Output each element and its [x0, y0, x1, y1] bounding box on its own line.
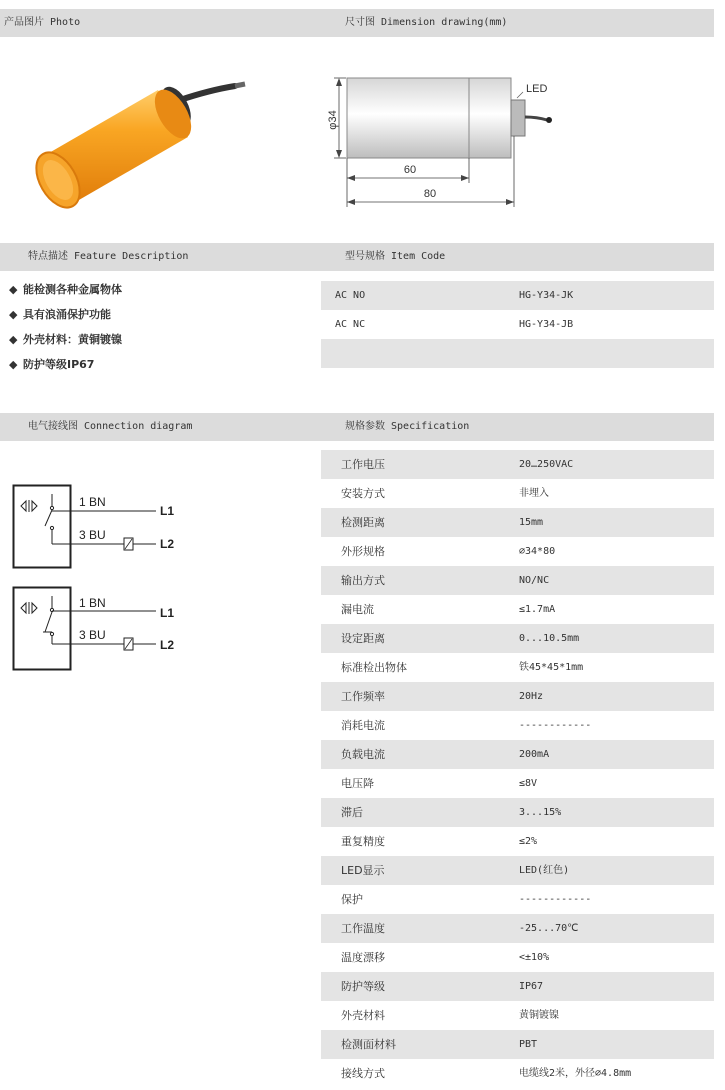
item-code-value: HG-Y34-JB [519, 319, 574, 330]
feature-text: 防护等级IP67 [23, 358, 95, 371]
spec-label: 温度漂移 [341, 951, 385, 964]
dimension-length-80: 80 [423, 188, 437, 200]
spec-value: 20…250VAC [519, 459, 574, 470]
spec-row [321, 711, 714, 740]
spec-label: 工作温度 [341, 922, 385, 935]
item-code-type: AC NC [335, 319, 366, 330]
dimension-length-60: 60 [403, 164, 417, 176]
photo-header-label: 产品图片 Photo [4, 17, 81, 28]
spec-label: 电压降 [341, 777, 374, 790]
spec-row [321, 450, 714, 479]
dimension-drawing [322, 62, 562, 214]
spec-value: PBT [519, 1039, 538, 1050]
wiring-diagram-no [12, 484, 192, 572]
spec-row [321, 972, 714, 1001]
spec-value: 3...15% [519, 807, 562, 818]
wiring-diagram-nc [12, 586, 192, 674]
line-label-l1: L1 [160, 606, 175, 620]
spec-row [321, 827, 714, 856]
spec-label: 保护 [341, 893, 363, 906]
spec-label: 防护等级 [341, 980, 385, 993]
spec-row [321, 479, 714, 508]
spec-row [321, 798, 714, 827]
spec-row [321, 943, 714, 972]
spec-label: 检测面材料 [341, 1038, 396, 1051]
spec-value: <±10% [519, 952, 550, 963]
spec-row [321, 740, 714, 769]
diamond-bullet-icon: ◆ [9, 308, 18, 321]
spec-value: ∅34*80 [519, 546, 556, 557]
feature-item [9, 306, 111, 322]
dimension-diameter: φ34 [327, 110, 339, 130]
spec-label: 外形规格 [341, 545, 385, 558]
spec-value: NO/NC [519, 575, 550, 586]
spec-value: 0...10.5mm [519, 633, 580, 644]
spec-row [321, 682, 714, 711]
spec-label: 安装方式 [341, 487, 385, 500]
spec-value: ------------ [519, 894, 592, 905]
spec-row [321, 885, 714, 914]
feature-header [0, 243, 322, 271]
spec-label: 滞后 [341, 806, 363, 819]
spec-label: 漏电流 [341, 603, 374, 616]
spec-label: 负载电流 [341, 748, 385, 761]
feature-item [9, 281, 122, 297]
spec-row [321, 914, 714, 943]
spec-value: ≤8V [519, 778, 538, 789]
dimension-header [321, 9, 714, 37]
spec-value: 20Hz [519, 691, 544, 702]
spec-value: -25...70℃ [519, 923, 579, 934]
line-label-l2: L2 [160, 638, 175, 652]
spec-value: 200mA [519, 749, 550, 760]
feature-item [9, 356, 94, 372]
spec-value: ≤2% [519, 836, 538, 847]
feature-item [9, 331, 122, 347]
feature-text: 外壳材料：黄铜镀镍 [23, 333, 122, 346]
wire-label-bu: 3 BU [79, 628, 106, 642]
feature-text: 能检测各种金属物体 [23, 283, 122, 296]
wire-label-bu: 3 BU [79, 528, 106, 542]
spec-label: 工作频率 [341, 690, 385, 703]
spec-value: ≤1.7mA [519, 604, 556, 615]
dimension-led-label: LED [526, 83, 548, 95]
spec-value: 15mm [519, 517, 544, 528]
spec-label: 标准检出物体 [341, 661, 407, 674]
spec-label: 接线方式 [341, 1067, 385, 1080]
feature-header-label: 特点描述 Feature Description [28, 251, 189, 262]
product-photo [30, 62, 260, 212]
diamond-bullet-icon: ◆ [9, 283, 18, 296]
line-label-l2: L2 [160, 537, 175, 551]
item-code-type: AC NO [335, 290, 366, 301]
diamond-bullet-icon: ◆ [9, 333, 18, 346]
specification-header-label: 规格参数 Specification [345, 421, 470, 432]
item-code-header [321, 243, 714, 271]
spec-label: 消耗电流 [341, 719, 385, 732]
spec-row [321, 508, 714, 537]
wire-label-bn: 1 BN [79, 495, 106, 509]
spec-row [321, 1059, 714, 1088]
wire-label-bn: 1 BN [79, 596, 106, 610]
item-code-value: HG-Y34-JK [519, 290, 574, 301]
spec-row [321, 1030, 714, 1059]
spec-row [321, 566, 714, 595]
spec-row [321, 653, 714, 682]
spec-value: LED(红色) [519, 865, 570, 876]
connection-header [0, 413, 322, 441]
spec-label: 重复精度 [341, 835, 385, 848]
specification-header [321, 413, 714, 441]
spec-row [321, 595, 714, 624]
item-code-row [321, 310, 714, 339]
item-code-row [321, 339, 714, 368]
spec-row [321, 624, 714, 653]
spec-label: 工作电压 [341, 458, 385, 471]
spec-value: 非埋入 [519, 488, 549, 499]
spec-value: 铁45*45*1mm [519, 662, 584, 673]
spec-value: ------------ [519, 720, 592, 731]
spec-label: LED显示 [341, 864, 385, 877]
connection-header-label: 电气接线图 Connection diagram [28, 421, 193, 432]
spec-row [321, 537, 714, 566]
spec-label: 检测距离 [341, 516, 385, 529]
spec-label: 外壳材料 [341, 1009, 385, 1022]
spec-value: 电缆线2米，外径∅4.8mm [519, 1068, 632, 1079]
spec-label: 设定距离 [341, 632, 385, 645]
spec-row [321, 1001, 714, 1030]
spec-row [321, 856, 714, 885]
feature-text: 具有浪涌保护功能 [23, 308, 111, 321]
dimension-header-label: 尺寸图 Dimension drawing(mm) [345, 17, 508, 28]
spec-label: 输出方式 [341, 574, 385, 587]
item-code-header-label: 型号规格 Item Code [345, 251, 446, 262]
spec-value: IP67 [519, 981, 544, 992]
spec-row [321, 769, 714, 798]
line-label-l1: L1 [160, 504, 175, 518]
item-code-row [321, 281, 714, 310]
spec-value: 黄铜镀镍 [519, 1010, 559, 1021]
diamond-bullet-icon: ◆ [9, 358, 18, 371]
photo-header [0, 9, 322, 37]
